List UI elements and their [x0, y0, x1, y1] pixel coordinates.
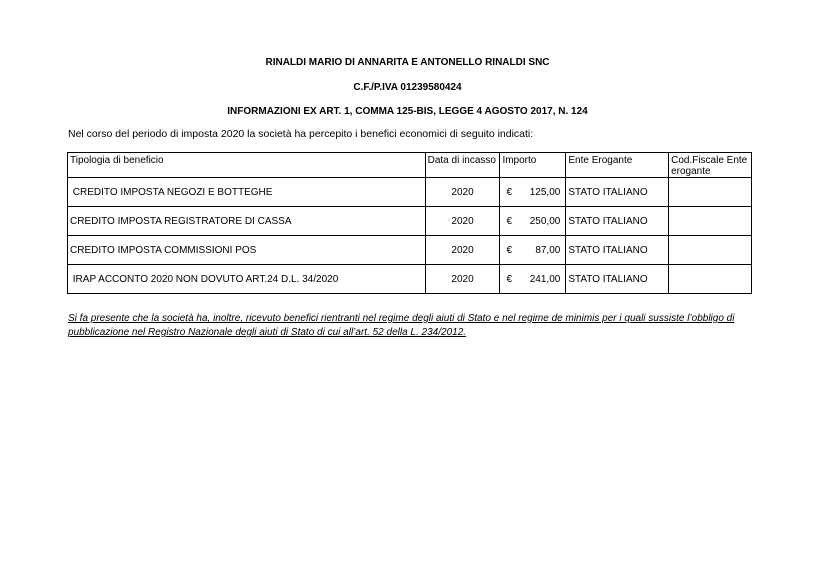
table-header-row [68, 153, 752, 178]
document-subtitle: INFORMAZIONI EX ART. 1, COMMA 125-BIS, LEGGE 4 AGOSTO 2017, N. 124 [227, 106, 588, 117]
benefits-table [67, 152, 752, 294]
column-header-type: Tipologia di beneficio [68, 153, 426, 178]
table-row [68, 236, 752, 265]
table-row [68, 265, 752, 294]
benefit-amount-cell [500, 207, 566, 236]
intro-text: Nel corso del periodo di imposta 2020 la società ha percepito i benefici economici di seguito indicati: [68, 128, 534, 140]
benefit-year: 2020 [425, 178, 500, 207]
benefit-ente: STATO ITALIANO [566, 265, 669, 294]
currency-symbol: € [506, 273, 512, 285]
currency-symbol: € [506, 186, 512, 198]
column-header-date: Data di incasso [425, 153, 500, 178]
benefit-type: CREDITO IMPOSTA NEGOZI E BOTTEGHE [68, 178, 426, 207]
footnote: Si fa presente che la società ha, inoltre, ricevuto benefici rientranti nel regime degli aiuti di Stato e nel regime de minimis per i quali sussiste l’obbligo di pubblicazione nel Registro Nazionale degli aiuti di Stato di cui all’art. 52 della L. 234/2012. [68, 313, 735, 338]
column-header-cod: Cod.Fiscale Ente erogante [669, 153, 752, 178]
benefit-year: 2020 [425, 236, 500, 265]
company-name: RINALDI MARIO DI ANNARITA E ANTONELLO RINALDI SNC [265, 57, 550, 68]
benefit-ente: STATO ITALIANO [566, 178, 669, 207]
benefit-type: CREDITO IMPOSTA COMMISSIONI POS [68, 236, 426, 265]
benefit-type: IRAP ACCONTO 2020 NON DOVUTO ART.24 D.L. 34/2020 [68, 265, 426, 294]
column-header-ente: Ente Erogante [566, 153, 669, 178]
currency-symbol: € [506, 244, 512, 256]
benefit-year: 2020 [425, 265, 500, 294]
table-row [68, 207, 752, 236]
benefit-amount-cell [500, 265, 566, 294]
currency-symbol: € [506, 215, 512, 227]
benefit-cod [669, 178, 752, 207]
benefit-amount: 241,00 [529, 273, 561, 285]
benefit-cod [669, 236, 752, 265]
tax-id: C.F./P.IVA 01239580424 [353, 82, 462, 93]
table-row [68, 178, 752, 207]
benefit-cod [669, 265, 752, 294]
benefit-amount: 125,00 [529, 186, 561, 198]
benefit-amount: 87,00 [535, 244, 561, 256]
benefit-ente: STATO ITALIANO [566, 207, 669, 236]
benefit-amount-cell [500, 236, 566, 265]
benefit-type: CREDITO IMPOSTA REGISTRATORE DI CASSA [68, 207, 426, 236]
benefit-amount: 250,00 [529, 215, 561, 227]
benefit-ente: STATO ITALIANO [566, 236, 669, 265]
benefit-amount-cell [500, 178, 566, 207]
benefit-year: 2020 [425, 207, 500, 236]
benefit-cod [669, 207, 752, 236]
column-header-amount: Importo [500, 153, 566, 178]
